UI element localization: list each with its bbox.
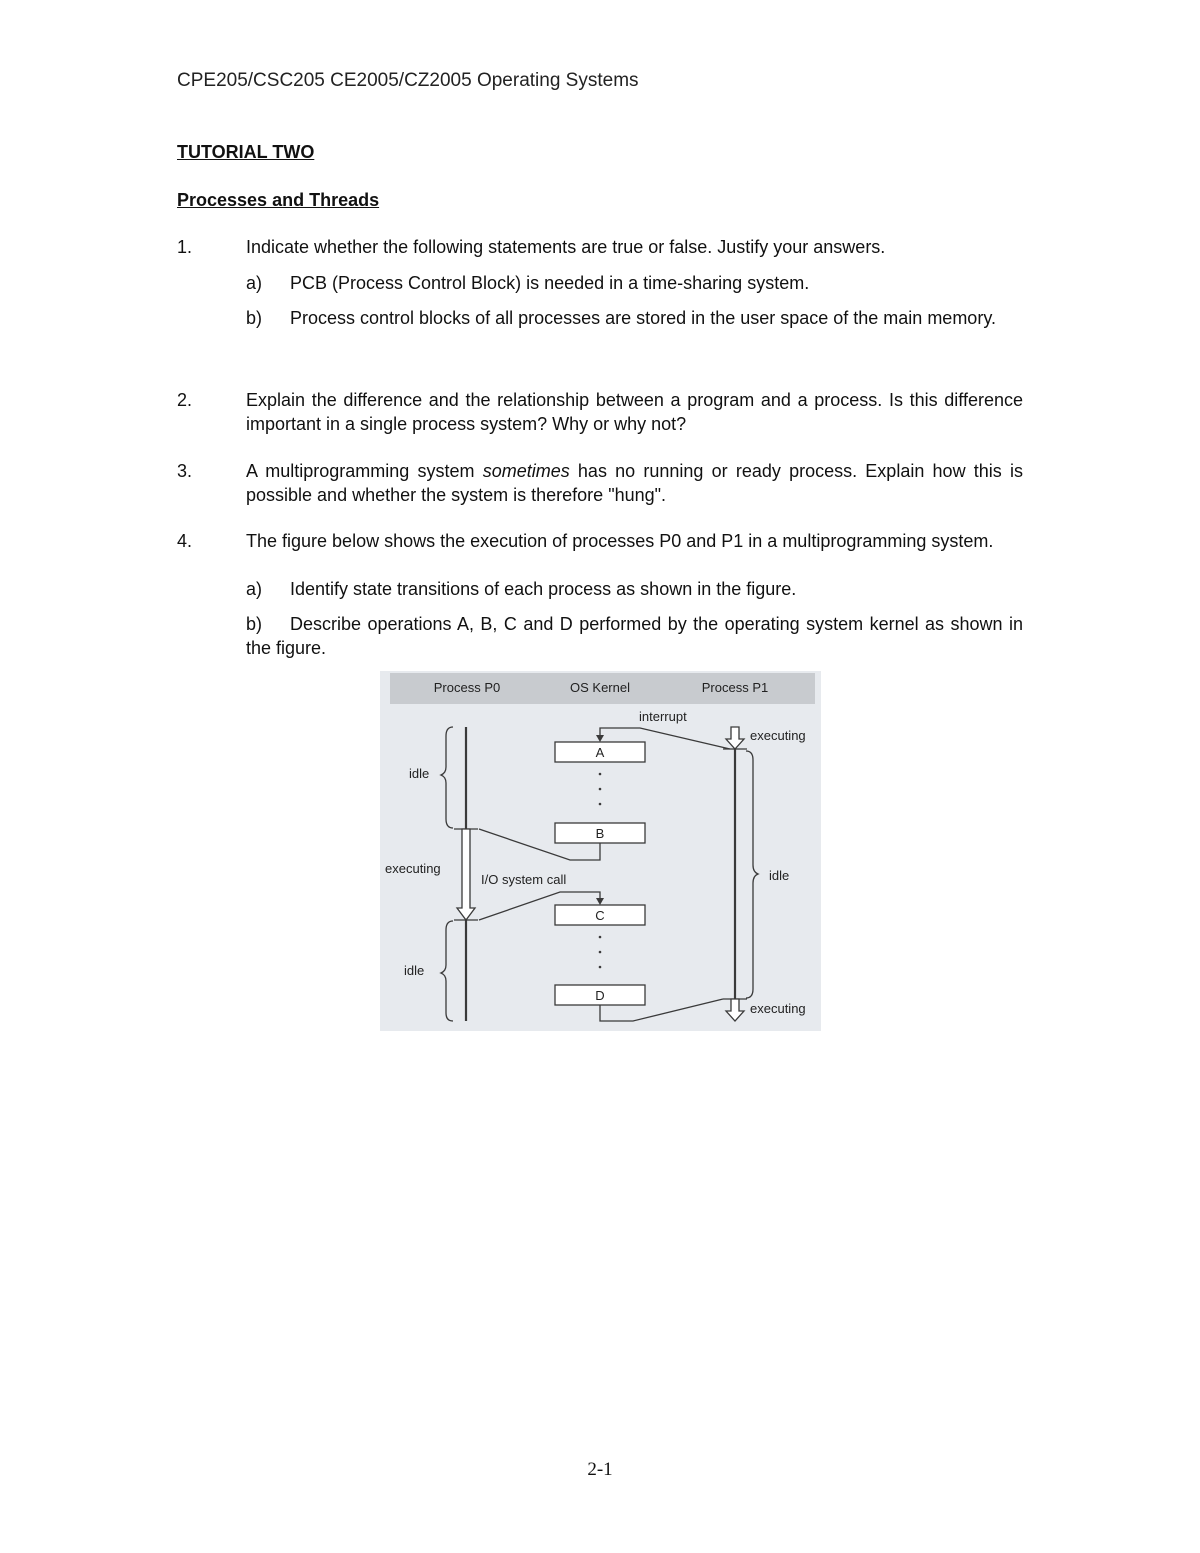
question-text-end: has no running or ready process. Explain how this is possible and whether the system is therefore "hung". — [246, 461, 1023, 505]
figure-svg — [380, 671, 821, 1031]
tutorial-title: TUTORIAL TWO — [177, 142, 315, 162]
part-text: Process control blocks of all processes are stored in the user space of the main memory. — [290, 308, 996, 328]
p1-executing-label-bottom: executing — [750, 1001, 806, 1016]
column-process-p1: Process P1 — [701, 680, 769, 695]
part-label: b) — [246, 308, 263, 328]
section-title: Processes and Threads — [177, 190, 380, 210]
op-label-c: C — [595, 908, 605, 923]
question-number: 2. — [177, 390, 193, 410]
question-2 — [177, 388, 1023, 436]
dot — [599, 788, 602, 791]
op-label-a: A — [595, 745, 605, 760]
question-1 — [177, 235, 1023, 259]
question-3 — [177, 459, 1023, 507]
io-call-label: I/O system call — [481, 872, 567, 887]
question-number: 1. — [177, 237, 193, 257]
dot — [599, 803, 602, 806]
page-number: 2-1 — [587, 1459, 613, 1480]
part-text: Describe operations A, B, C and D performed by the operating system kernel as shown in the figure. — [246, 614, 1023, 658]
emphasis-text: sometimes — [482, 461, 570, 481]
part-text: Identify state transitions of each process as shown in the figure. — [290, 579, 797, 599]
p0-idle-label-top: idle — [409, 766, 430, 781]
part-label: b) — [246, 614, 263, 634]
question-text: Indicate whether the following statements are true or false. Justify your answers. — [246, 237, 886, 257]
question-text — [246, 459, 1023, 507]
question-4 — [177, 529, 1023, 553]
p1-idle-label: idle — [769, 868, 790, 883]
part-text: PCB (Process Control Block) is needed in a time-sharing system. — [290, 273, 810, 293]
op-label-d: D — [595, 988, 605, 1003]
op-label-b: B — [595, 826, 605, 841]
dot — [599, 773, 602, 776]
question-4-part-b — [246, 612, 1023, 660]
part-label: a) — [246, 273, 263, 293]
question-1-part-a — [246, 271, 1023, 295]
question-1-part-b — [246, 306, 1023, 330]
question-4-part-a — [246, 577, 1023, 601]
question-number: 3. — [177, 461, 193, 481]
p0-idle-label-bottom: idle — [404, 963, 425, 978]
part-label: a) — [246, 579, 263, 599]
column-process-p0: Process P0 — [433, 680, 501, 695]
question-number: 4. — [177, 531, 193, 551]
dot — [599, 966, 602, 969]
question-text-start: A multiprogramming system — [246, 461, 483, 481]
dot — [599, 951, 602, 954]
p0-executing-label: executing — [385, 861, 441, 876]
process-execution-figure — [380, 671, 821, 1031]
page-header: CPE205/CSC205 CE2005/CZ2005 Operating Systems — [177, 70, 639, 91]
question-text: Explain the difference and the relationship between a program and a process. Is this difference important in a single process system? Why or why not? — [246, 390, 1023, 434]
question-text: The figure below shows the execution of processes P0 and P1 in a multiprogramming system. — [246, 531, 994, 551]
interrupt-label: interrupt — [639, 709, 687, 724]
p1-executing-label-top: executing — [750, 728, 806, 743]
column-os-kernel: OS Kernel — [570, 680, 630, 695]
dot — [599, 936, 602, 939]
